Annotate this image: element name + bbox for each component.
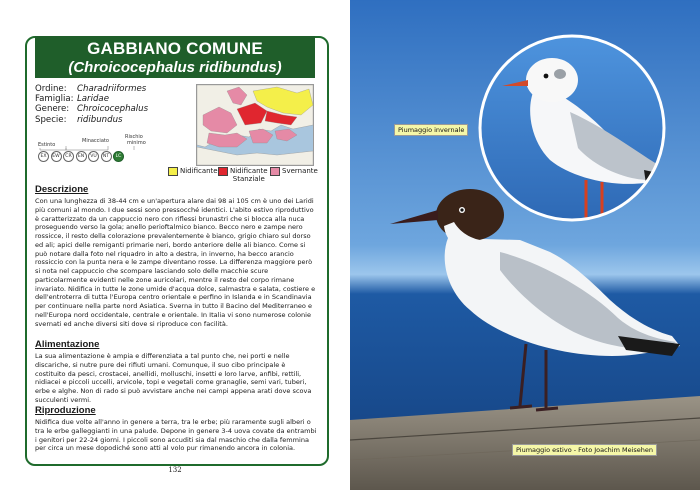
taxonomy-row: [35, 104, 148, 114]
taxonomy-value: ridibundus: [77, 114, 123, 125]
status-circle-nt: NT: [101, 151, 112, 162]
taxonomy-value: Charadriiformes: [77, 84, 147, 94]
status-label-risk-line2: minimo: [127, 140, 146, 146]
feeding-heading: Alimentazione: [35, 339, 100, 350]
legend-wintering: [270, 167, 318, 176]
taxonomy-row: [35, 115, 148, 125]
legend-label-breeding: Nidificante: [180, 167, 218, 175]
winter-gull-inset-photo: [474, 30, 670, 226]
reproduction-heading: Riproduzione: [35, 405, 96, 416]
status-circle-lc: LC: [113, 151, 124, 162]
status-label-extinct: Estinto: [38, 142, 56, 148]
legend-swatch-breeding: [168, 167, 178, 176]
right-page-photo: [350, 0, 700, 490]
description-text: Con una lunghezza di 38-44 cm e un'apertura alare dai 98 ai 105 cm è uno dei Laridi più comuni al mondo. I due sessi sono pressocché identici. L'abito estivo riproduttivo è caratterizzato da un cappuccio nero con riflessi brunastri che si blocca alla nuca proseguendo verso la gola; anello perioftalmico bianco. Becco nero e zampe nero rossicce, il resto della colorazione prevalentemente è bianco, grigio chiaro sul dorso ed ali; apici delle remiganti primarie neri, bordo anteriore delle ali bianco. Come si può notare dalla foto nel riquadro in alto a destra, in inverno, ha becco arancio rossiccio con la punta nera e le zampe diventano rosse. La differenza maggiore però si nota nel cappuccio che scompare lasciando solo delle macchie scure particolarmente evidenti nelle zone auricolari, mentre il resto del corpo rimane invariato. Nidifica in tutte le zone umide d'acqua dolce, salmastra e salata, costiere e dell'entroterra di tutta l'Europa centro orientale e perfino in Islanda e in Scandinavia per continuare nella parte nord Asiatica. Sverna in tutto il Bacino del Mediterraneo e nell'Europa nord occidentale, centrale e orientale. In Italia vi sono numerose colonie svernati ed anche diversi siti dove si riproduce con facilità.: [35, 197, 316, 328]
taxonomy-value: Chroicocephalus: [77, 104, 149, 115]
legend-swatch-resident: [218, 167, 228, 176]
taxonomy-label: Ordine:: [35, 84, 67, 94]
taxonomy-row: [35, 84, 148, 94]
description-heading: Descrizione: [35, 184, 89, 195]
legend-label-resident-line2: Stanziale: [232, 175, 265, 183]
taxonomy-value: Laridae: [77, 94, 109, 105]
taxonomy-label: Famiglia:: [35, 94, 74, 105]
taxonomy-label: Specie:: [35, 114, 67, 125]
status-circle-ew: EW: [51, 151, 62, 162]
distribution-map-graphic: [197, 85, 313, 165]
status-label-threatened: Minacciato: [82, 138, 109, 144]
legend-label-resident-line1: Nidificante: [230, 167, 268, 175]
taxonomy-label: Genere:: [35, 104, 70, 115]
reproduction-text: Nidifica due volte all'anno in genere a terra, tra le erbe; più raramente sugli alberi o tra le erbe galleggianti in una palude. Depone in genere 3-4 uova covate da entrambi i genitori per 22-24 giorni. I piccoli sono accuditi sia dal maschio che dalla femmina per circa un mese dopodiché sono atti al volo pur rimanendo ancora in colonia.: [35, 418, 317, 453]
status-circle-cr: CR: [63, 151, 74, 162]
taxonomy-table: [35, 84, 148, 125]
feeding-text: La sua alimentazione è ampia e differenziata a tal punto che, nei porti e nelle discariche, si nutre pure dei rifiuti umani. Comunque, il suo cibo principale è costituito da pesci, crostacei, anellidi, molluschi, insetti e loro larve, anfibi, rettili, nidiacei e piccoli uccelli, arvicole, topi e vegetali come granaglie, semi vari, tuberi, erbe e alghe. Non di rado si può avvistare anche nei campi appena arati dove scova succulenti vermi.: [35, 352, 312, 404]
page-number: 132: [168, 466, 182, 474]
status-circle-ex: EX: [38, 151, 49, 162]
summer-plumage-caption: Piumaggio estivo - Foto Joachim Meisehen: [512, 444, 657, 456]
legend-swatch-wintering: [270, 167, 280, 176]
species-common-name: GABBIANO COMUNE: [87, 39, 263, 58]
status-circles: [38, 151, 124, 162]
title-banner: [35, 36, 315, 78]
status-circle-vu: VU: [88, 151, 99, 162]
legend-resident: [218, 167, 268, 183]
winter-plumage-caption: Piumaggio invernale: [394, 124, 468, 136]
distribution-map: [196, 84, 314, 166]
status-circle-en: EN: [76, 151, 87, 162]
taxonomy-row: [35, 94, 148, 104]
status-label-risk-line1: Rischio: [125, 134, 143, 140]
conservation-status: [36, 132, 166, 168]
species-scientific-name: (Chroicocephalus ridibundus): [68, 59, 282, 76]
legend-breeding: [168, 167, 218, 176]
legend-label-wintering: Svernante: [282, 167, 318, 175]
